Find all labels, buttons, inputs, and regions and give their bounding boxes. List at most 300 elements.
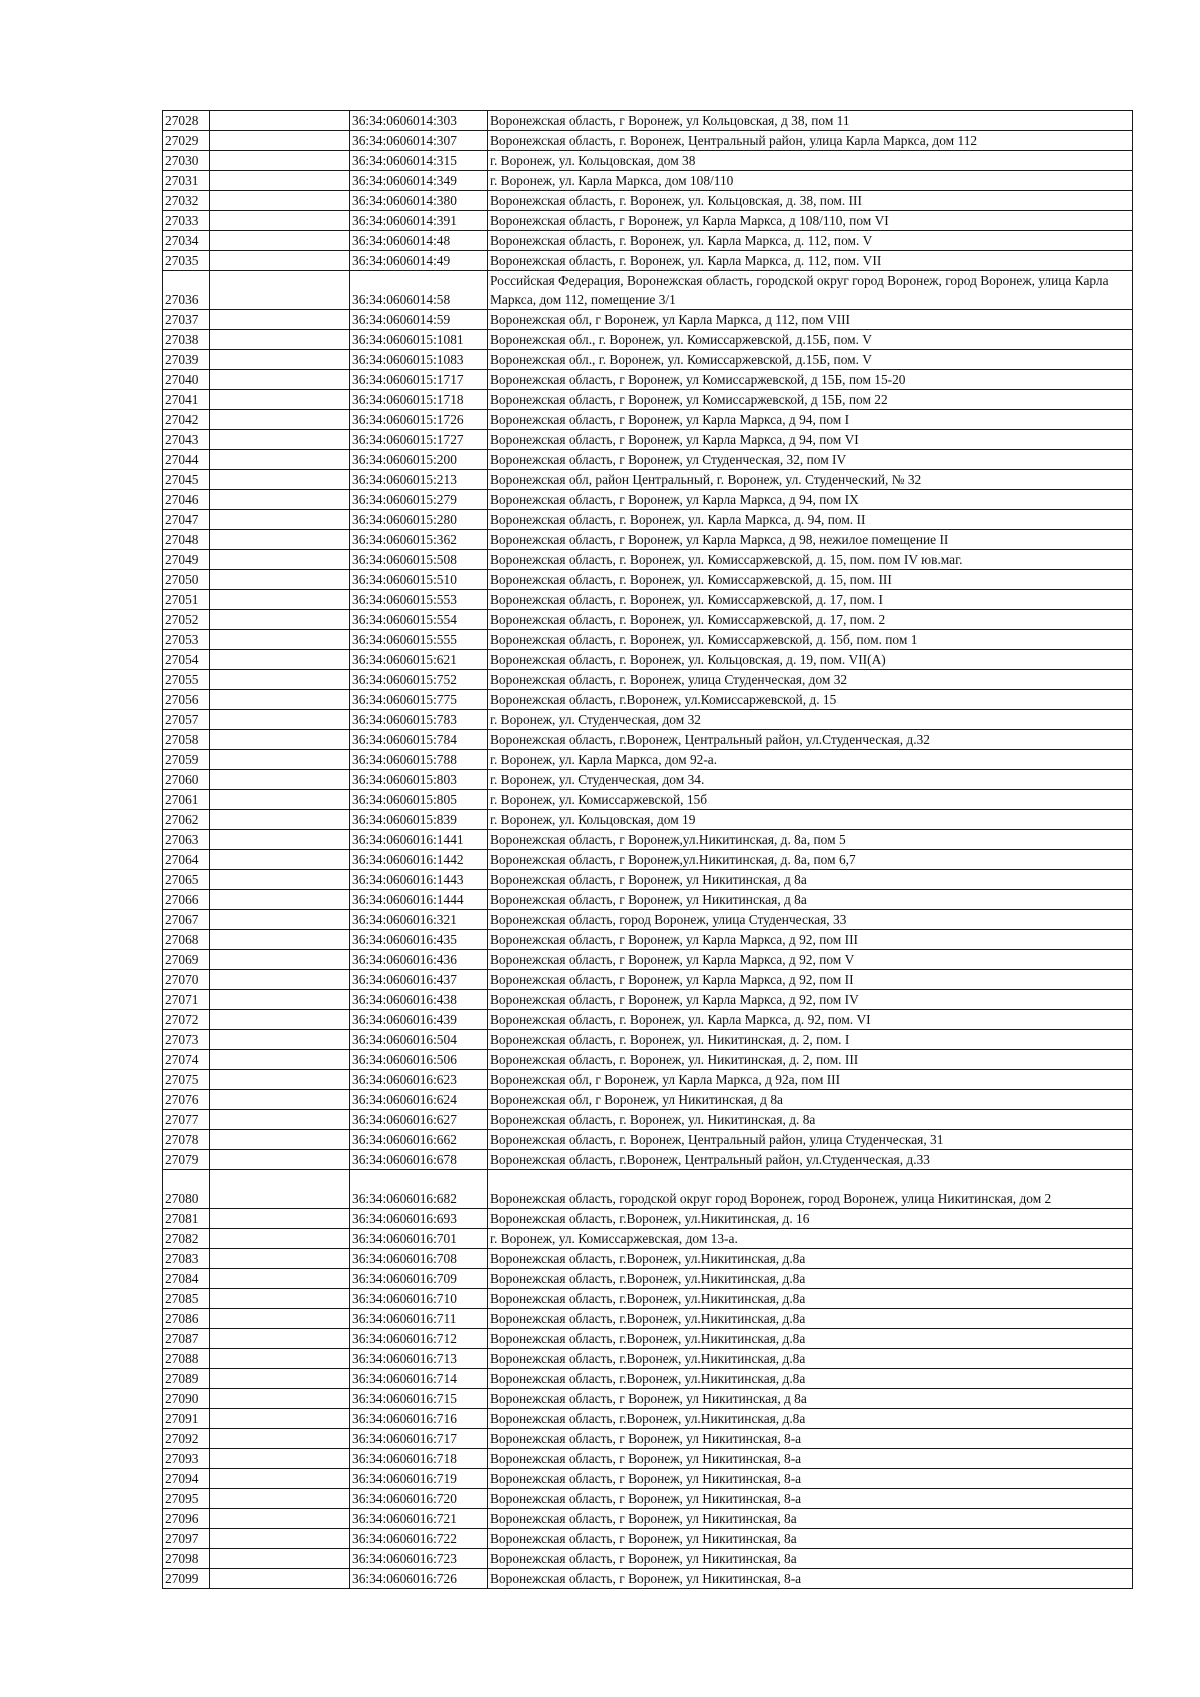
- empty-cell: [210, 1369, 350, 1389]
- address-cell: Воронежская область, г Воронеж, ул Никитинская, 8-а: [488, 1429, 1133, 1449]
- table-row: [163, 1449, 1133, 1469]
- empty-cell: [210, 570, 350, 590]
- row-number-cell: 27083: [163, 1249, 210, 1269]
- row-number-cell: 27051: [163, 590, 210, 610]
- empty-cell: [210, 610, 350, 630]
- table-row: [163, 1229, 1133, 1249]
- address-cell: Воронежская область, г.Воронеж, Центральный район, ул.Студенческая, д.32: [488, 730, 1133, 750]
- empty-cell: [210, 1229, 350, 1249]
- address-cell: Воронежская область, городской округ город Воронеж, город Воронеж, улица Никитинская, дом 2: [488, 1170, 1133, 1209]
- address-cell: Воронежская область, г. Воронеж, ул. Никитинская, д. 8а: [488, 1110, 1133, 1130]
- cadastral-number-cell: 36:34:0606016:506: [350, 1050, 488, 1070]
- cadastral-number-cell: 36:34:0606016:716: [350, 1409, 488, 1429]
- table-row: [163, 450, 1133, 470]
- cadastral-number-cell: 36:34:0606016:682: [350, 1170, 488, 1209]
- address-cell: Воронежская область, г Воронеж, ул Комиссаржевской, д 15Б, пом 22: [488, 390, 1133, 410]
- address-cell: Воронежская область, г Воронеж,ул.Никитинская, д. 8а, пом 6,7: [488, 850, 1133, 870]
- empty-cell: [210, 1509, 350, 1529]
- address-cell: Воронежская область, г.Воронеж, ул.Никитинская, д.8а: [488, 1349, 1133, 1369]
- cadastral-number-cell: 36:34:0606016:662: [350, 1130, 488, 1150]
- empty-cell: [210, 910, 350, 930]
- row-number-cell: 27091: [163, 1409, 210, 1429]
- row-number-cell: 27040: [163, 370, 210, 390]
- empty-cell: [210, 430, 350, 450]
- cadastral-number-cell: 36:34:0606016:439: [350, 1010, 488, 1030]
- table-row: [163, 1150, 1133, 1170]
- table-row: [163, 231, 1133, 251]
- cadastral-number-cell: 36:34:0606014:380: [350, 191, 488, 211]
- address-cell: Воронежская область, г.Воронеж, ул.Никитинская, д.8а: [488, 1369, 1133, 1389]
- address-cell: Воронежская область, г. Воронеж, ул. Карла Маркса, д. 92, пом. VI: [488, 1010, 1133, 1030]
- row-number-cell: 27086: [163, 1309, 210, 1329]
- row-number-cell: 27043: [163, 430, 210, 450]
- address-cell: Воронежская область, г.Воронеж, ул.Комиссаржевской, д. 15: [488, 690, 1133, 710]
- row-number-cell: 27081: [163, 1209, 210, 1229]
- row-number-cell: 27035: [163, 251, 210, 271]
- empty-cell: [210, 1289, 350, 1309]
- cadastral-number-cell: 36:34:0606014:48: [350, 231, 488, 251]
- row-number-cell: 27062: [163, 810, 210, 830]
- empty-cell: [210, 1329, 350, 1349]
- cadastral-number-cell: 36:34:0606015:1083: [350, 350, 488, 370]
- empty-cell: [210, 271, 350, 310]
- row-number-cell: 27065: [163, 870, 210, 890]
- empty-cell: [210, 1309, 350, 1329]
- row-number-cell: 27054: [163, 650, 210, 670]
- address-cell: Воронежская область, г Воронеж, ул Никитинская, 8-а: [488, 1489, 1133, 1509]
- address-cell: Воронежская область, г. Воронеж, ул. Комиссаржевской, д. 15, пом. III: [488, 570, 1133, 590]
- address-cell: Воронежская область, г.Воронеж, ул.Никитинская, д.8а: [488, 1409, 1133, 1429]
- registry-table-body: [163, 111, 1133, 1589]
- table-row: [163, 830, 1133, 850]
- table-row: [163, 151, 1133, 171]
- row-number-cell: 27059: [163, 750, 210, 770]
- address-cell: Воронежская обл, район Центральный, г. Воронеж, ул. Студенческий, № 32: [488, 470, 1133, 490]
- empty-cell: [210, 690, 350, 710]
- row-number-cell: 27071: [163, 990, 210, 1010]
- empty-cell: [210, 1349, 350, 1369]
- table-row: [163, 1569, 1133, 1589]
- empty-cell: [210, 530, 350, 550]
- empty-cell: [210, 770, 350, 790]
- table-row: [163, 1030, 1133, 1050]
- table-row: [163, 1269, 1133, 1289]
- cadastral-number-cell: 36:34:0606016:624: [350, 1090, 488, 1110]
- address-cell: г. Воронеж, ул. Студенческая, дом 34.: [488, 770, 1133, 790]
- address-cell: Воронежская область, г Воронеж, ул Карла Маркса, д 108/110, пом VI: [488, 211, 1133, 231]
- empty-cell: [210, 950, 350, 970]
- empty-cell: [210, 890, 350, 910]
- table-row: [163, 1409, 1133, 1429]
- empty-cell: [210, 390, 350, 410]
- address-cell: г. Воронеж, ул. Комиссаржевской, 15б: [488, 790, 1133, 810]
- address-cell: Воронежская область, г Воронеж, ул Карла Маркса, д 92, пом III: [488, 930, 1133, 950]
- cadastral-number-cell: 36:34:0606015:783: [350, 710, 488, 730]
- empty-cell: [210, 1090, 350, 1110]
- cadastral-number-cell: 36:34:0606014:307: [350, 131, 488, 151]
- cadastral-number-cell: 36:34:0606014:58: [350, 271, 488, 310]
- address-cell: Воронежская область, г. Воронеж, ул. Кольцовская, д. 19, пом. VII(A): [488, 650, 1133, 670]
- row-number-cell: 27028: [163, 111, 210, 131]
- table-row: [163, 990, 1133, 1010]
- cadastral-number-cell: 36:34:0606016:721: [350, 1509, 488, 1529]
- cadastral-number-cell: 36:34:0606016:722: [350, 1529, 488, 1549]
- row-number-cell: 27087: [163, 1329, 210, 1349]
- cadastral-number-cell: 36:34:0606016:321: [350, 910, 488, 930]
- address-cell: Воронежская область, г. Воронеж, улица Студенческая, дом 32: [488, 670, 1133, 690]
- row-number-cell: 27046: [163, 490, 210, 510]
- cadastral-number-cell: 36:34:0606015:213: [350, 470, 488, 490]
- cadastral-number-cell: 36:34:0606016:438: [350, 990, 488, 1010]
- table-row: [163, 211, 1133, 231]
- row-number-cell: 27089: [163, 1369, 210, 1389]
- cadastral-number-cell: 36:34:0606015:803: [350, 770, 488, 790]
- cadastral-number-cell: 36:34:0606015:362: [350, 530, 488, 550]
- row-number-cell: 27042: [163, 410, 210, 430]
- empty-cell: [210, 1569, 350, 1589]
- row-number-cell: 27072: [163, 1010, 210, 1030]
- table-row: [163, 191, 1133, 211]
- address-cell: Воронежская область, г Воронеж, ул Никитинская, 8а: [488, 1549, 1133, 1569]
- row-number-cell: 27085: [163, 1289, 210, 1309]
- row-number-cell: 27044: [163, 450, 210, 470]
- cadastral-number-cell: 36:34:0606014:391: [350, 211, 488, 231]
- empty-cell: [210, 930, 350, 950]
- empty-cell: [210, 730, 350, 750]
- cadastral-number-cell: 36:34:0606016:720: [350, 1489, 488, 1509]
- table-row: [163, 950, 1133, 970]
- row-number-cell: 27052: [163, 610, 210, 630]
- table-row: [163, 590, 1133, 610]
- cadastral-number-cell: 36:34:0606016:723: [350, 1549, 488, 1569]
- row-number-cell: 27097: [163, 1529, 210, 1549]
- address-cell: Воронежская область, г Воронеж, ул Комиссаржевской, д 15Б, пом 15-20: [488, 370, 1133, 390]
- address-cell: Воронежская обл., г. Воронеж, ул. Комиссаржевской, д.15Б, пом. V: [488, 330, 1133, 350]
- address-cell: Воронежская область, г Воронеж, ул Карла Маркса, д 94, пом I: [488, 410, 1133, 430]
- row-number-cell: 27050: [163, 570, 210, 590]
- row-number-cell: 27031: [163, 171, 210, 191]
- address-cell: Воронежская область, город Воронеж, улица Студенческая, 33: [488, 910, 1133, 930]
- address-cell: Воронежская область, г.Воронеж, ул.Никитинская, д.8а: [488, 1289, 1133, 1309]
- cadastral-number-cell: 36:34:0606016:710: [350, 1289, 488, 1309]
- empty-cell: [210, 151, 350, 171]
- empty-cell: [210, 1549, 350, 1569]
- address-cell: Воронежская обл, г Воронеж, ул Карла Маркса, д 112, пом VIII: [488, 310, 1133, 330]
- address-cell: Воронежская область, г Воронеж,ул.Никитинская, д. 8а, пом 5: [488, 830, 1133, 850]
- cadastral-number-cell: 36:34:0606016:678: [350, 1150, 488, 1170]
- cadastral-number-cell: 36:34:0606016:726: [350, 1569, 488, 1589]
- table-row: [163, 251, 1133, 271]
- row-number-cell: 27049: [163, 550, 210, 570]
- table-row: [163, 1549, 1133, 1569]
- empty-cell: [210, 131, 350, 151]
- table-row: [163, 350, 1133, 370]
- cadastral-number-cell: 36:34:0606014:59: [350, 310, 488, 330]
- row-number-cell: 27098: [163, 1549, 210, 1569]
- address-cell: Воронежская область, г Воронеж, ул Никитинская, 8а: [488, 1529, 1133, 1549]
- row-number-cell: 27048: [163, 530, 210, 550]
- address-cell: Воронежская область, г. Воронеж, ул. Комиссаржевской, д. 15б, пом. пом 1: [488, 630, 1133, 650]
- address-cell: Воронежская область, г. Воронеж, ул. Никитинская, д. 2, пом. I: [488, 1030, 1133, 1050]
- address-cell: Воронежская область, г Воронеж, ул Студенческая, 32, пом IV: [488, 450, 1133, 470]
- row-number-cell: 27090: [163, 1389, 210, 1409]
- empty-cell: [210, 1429, 350, 1449]
- table-row: [163, 510, 1133, 530]
- row-number-cell: 27045: [163, 470, 210, 490]
- table-row: [163, 710, 1133, 730]
- address-cell: г. Воронеж, ул. Карла Маркса, дом 108/110: [488, 171, 1133, 191]
- address-cell: Воронежская область, г Воронеж, ул Карла Маркса, д 98, нежилое помещение II: [488, 530, 1133, 550]
- empty-cell: [210, 191, 350, 211]
- empty-cell: [210, 650, 350, 670]
- table-row: [163, 810, 1133, 830]
- empty-cell: [210, 1130, 350, 1150]
- row-number-cell: 27066: [163, 890, 210, 910]
- table-row: [163, 490, 1133, 510]
- table-row: [163, 1110, 1133, 1130]
- table-row: [163, 1090, 1133, 1110]
- table-row: [163, 790, 1133, 810]
- row-number-cell: 27038: [163, 330, 210, 350]
- table-row: [163, 1349, 1133, 1369]
- table-row: [163, 1329, 1133, 1349]
- table-row: [163, 610, 1133, 630]
- table-row: [163, 131, 1133, 151]
- empty-cell: [210, 590, 350, 610]
- cadastral-number-cell: 36:34:0606016:693: [350, 1209, 488, 1229]
- cadastral-number-cell: 36:34:0606014:349: [350, 171, 488, 191]
- row-number-cell: 27068: [163, 930, 210, 950]
- cadastral-number-cell: 36:34:0606016:504: [350, 1030, 488, 1050]
- address-cell: Воронежская область, г. Воронеж, Центральный район, улица Карла Маркса, дом 112: [488, 131, 1133, 151]
- address-cell: Воронежская область, г.Воронеж, Центральный район, ул.Студенческая, д.33: [488, 1150, 1133, 1170]
- cadastral-number-cell: 36:34:0606016:1443: [350, 870, 488, 890]
- row-number-cell: 27037: [163, 310, 210, 330]
- row-number-cell: 27092: [163, 1429, 210, 1449]
- empty-cell: [210, 231, 350, 251]
- address-cell: Воронежская область, г Воронеж, ул Никитинская, д 8а: [488, 1389, 1133, 1409]
- address-cell: Воронежская область, г. Воронеж, Центральный район, улица Студенческая, 31: [488, 1130, 1133, 1150]
- table-row: [163, 850, 1133, 870]
- row-number-cell: 27047: [163, 510, 210, 530]
- table-row: [163, 1070, 1133, 1090]
- cadastral-number-cell: 36:34:0606015:1727: [350, 430, 488, 450]
- row-number-cell: 27093: [163, 1449, 210, 1469]
- address-cell: Воронежская область, г Воронеж, ул Карла Маркса, д 94, пом VI: [488, 430, 1133, 450]
- address-cell: Российская Федерация, Воронежская область, городской округ город Воронеж, город Воронеж, улица Карла Маркса, дом 112, помещение 3/1: [488, 271, 1133, 310]
- cadastral-number-cell: 36:34:0606016:435: [350, 930, 488, 950]
- table-row: [163, 111, 1133, 131]
- cadastral-number-cell: 36:34:0606015:554: [350, 610, 488, 630]
- cadastral-number-cell: 36:34:0606015:805: [350, 790, 488, 810]
- cadastral-number-cell: 36:34:0606016:714: [350, 1369, 488, 1389]
- table-row: [163, 330, 1133, 350]
- empty-cell: [210, 1409, 350, 1429]
- cadastral-number-cell: 36:34:0606015:621: [350, 650, 488, 670]
- table-row: [163, 1469, 1133, 1489]
- row-number-cell: 27061: [163, 790, 210, 810]
- table-row: [163, 1130, 1133, 1150]
- cadastral-number-cell: 36:34:0606016:1444: [350, 890, 488, 910]
- empty-cell: [210, 970, 350, 990]
- empty-cell: [210, 1070, 350, 1090]
- table-row: [163, 1529, 1133, 1549]
- empty-cell: [210, 171, 350, 191]
- cadastral-number-cell: 36:34:0606014:49: [350, 251, 488, 271]
- empty-cell: [210, 830, 350, 850]
- empty-cell: [210, 670, 350, 690]
- cadastral-number-cell: 36:34:0606015:1081: [350, 330, 488, 350]
- cadastral-number-cell: 36:34:0606015:775: [350, 690, 488, 710]
- empty-cell: [210, 1269, 350, 1289]
- table-row: [163, 1489, 1133, 1509]
- cadastral-number-cell: 36:34:0606016:1441: [350, 830, 488, 850]
- table-row: [163, 410, 1133, 430]
- address-cell: Воронежская область, г. Воронеж, ул. Комиссаржевской, д. 15, пом. пом IV юв.маг.: [488, 550, 1133, 570]
- address-cell: Воронежская обл, г Воронеж, ул Карла Маркса, д 92а, пом III: [488, 1070, 1133, 1090]
- table-row: [163, 1429, 1133, 1449]
- empty-cell: [210, 350, 350, 370]
- empty-cell: [210, 310, 350, 330]
- address-cell: Воронежская обл, г Воронеж, ул Никитинская, д 8а: [488, 1090, 1133, 1110]
- row-number-cell: 27076: [163, 1090, 210, 1110]
- cadastral-number-cell: 36:34:0606016:1442: [350, 850, 488, 870]
- row-number-cell: 27036: [163, 271, 210, 310]
- property-registry-table: [162, 110, 1133, 1589]
- table-row: [163, 550, 1133, 570]
- empty-cell: [210, 630, 350, 650]
- table-row: [163, 870, 1133, 890]
- table-row: [163, 430, 1133, 450]
- empty-cell: [210, 450, 350, 470]
- row-number-cell: 27094: [163, 1469, 210, 1489]
- cadastral-number-cell: 36:34:0606016:719: [350, 1469, 488, 1489]
- table-row: [163, 530, 1133, 550]
- empty-cell: [210, 1010, 350, 1030]
- cadastral-number-cell: 36:34:0606015:752: [350, 670, 488, 690]
- row-number-cell: 27055: [163, 670, 210, 690]
- table-row: [163, 770, 1133, 790]
- row-number-cell: 27077: [163, 1110, 210, 1130]
- table-row: [163, 370, 1133, 390]
- row-number-cell: 27078: [163, 1130, 210, 1150]
- cadastral-number-cell: 36:34:0606015:553: [350, 590, 488, 610]
- cadastral-number-cell: 36:34:0606016:718: [350, 1449, 488, 1469]
- address-cell: Воронежская область, г.Воронеж, ул.Никитинская, д. 16: [488, 1209, 1133, 1229]
- empty-cell: [210, 790, 350, 810]
- row-number-cell: 27056: [163, 690, 210, 710]
- address-cell: Воронежская область, г Воронеж, ул Карла Маркса, д 92, пом II: [488, 970, 1133, 990]
- cadastral-number-cell: 36:34:0606016:715: [350, 1389, 488, 1409]
- empty-cell: [210, 211, 350, 231]
- address-cell: Воронежская область, г Воронеж, ул Никитинская, д 8а: [488, 870, 1133, 890]
- cadastral-number-cell: 36:34:0606016:709: [350, 1269, 488, 1289]
- address-cell: Воронежская область, г Воронеж, ул Никитинская, д 8а: [488, 890, 1133, 910]
- cadastral-number-cell: 36:34:0606015:788: [350, 750, 488, 770]
- row-number-cell: 27053: [163, 630, 210, 650]
- empty-cell: [210, 1170, 350, 1209]
- table-row: [163, 390, 1133, 410]
- cadastral-number-cell: 36:34:0606016:712: [350, 1329, 488, 1349]
- address-cell: Воронежская область, г Воронеж, ул Никитинская, 8а: [488, 1509, 1133, 1529]
- address-cell: Воронежская область, г. Воронеж, ул. Комиссаржевской, д. 17, пом. 2: [488, 610, 1133, 630]
- table-row: [163, 1389, 1133, 1409]
- cadastral-number-cell: 36:34:0606015:1726: [350, 410, 488, 430]
- table-row: [163, 750, 1133, 770]
- cadastral-number-cell: 36:34:0606015:784: [350, 730, 488, 750]
- cadastral-number-cell: 36:34:0606016:713: [350, 1349, 488, 1369]
- table-row: [163, 630, 1133, 650]
- table-row: [163, 1289, 1133, 1309]
- table-row: [163, 730, 1133, 750]
- row-number-cell: 27099: [163, 1569, 210, 1589]
- address-cell: Воронежская область, г.Воронеж, ул.Никитинская, д.8а: [488, 1269, 1133, 1289]
- table-row: [163, 670, 1133, 690]
- empty-cell: [210, 870, 350, 890]
- empty-cell: [210, 1030, 350, 1050]
- empty-cell: [210, 1449, 350, 1469]
- cadastral-number-cell: 36:34:0606016:708: [350, 1249, 488, 1269]
- table-row: [163, 890, 1133, 910]
- address-cell: Воронежская область, г Воронеж, ул Карла Маркса, д 92, пом V: [488, 950, 1133, 970]
- row-number-cell: 27096: [163, 1509, 210, 1529]
- table-row: [163, 970, 1133, 990]
- cadastral-number-cell: 36:34:0606015:1718: [350, 390, 488, 410]
- row-number-cell: 27070: [163, 970, 210, 990]
- address-cell: Воронежская область, г Воронеж, ул Никитинская, 8-а: [488, 1449, 1133, 1469]
- empty-cell: [210, 1150, 350, 1170]
- row-number-cell: 27082: [163, 1229, 210, 1249]
- empty-cell: [210, 1249, 350, 1269]
- address-cell: г. Воронеж, ул. Кольцовская, дом 19: [488, 810, 1133, 830]
- row-number-cell: 27080: [163, 1170, 210, 1209]
- row-number-cell: 27039: [163, 350, 210, 370]
- address-cell: Воронежская область, г.Воронеж, ул.Никитинская, д.8а: [488, 1329, 1133, 1349]
- address-cell: Воронежская область, г Воронеж, ул Никитинская, 8-а: [488, 1469, 1133, 1489]
- address-cell: Воронежская область, г Воронеж, ул Карла Маркса, д 92, пом IV: [488, 990, 1133, 1010]
- empty-cell: [210, 510, 350, 530]
- row-number-cell: 27067: [163, 910, 210, 930]
- cadastral-number-cell: 36:34:0606015:280: [350, 510, 488, 530]
- row-number-cell: 27074: [163, 1050, 210, 1070]
- row-number-cell: 27069: [163, 950, 210, 970]
- row-number-cell: 27088: [163, 1349, 210, 1369]
- empty-cell: [210, 1389, 350, 1409]
- address-cell: Воронежская область, г Воронеж, ул Никитинская, 8-а: [488, 1569, 1133, 1589]
- row-number-cell: 27033: [163, 211, 210, 231]
- row-number-cell: 27034: [163, 231, 210, 251]
- empty-cell: [210, 1469, 350, 1489]
- cadastral-number-cell: 36:34:0606016:711: [350, 1309, 488, 1329]
- row-number-cell: 27063: [163, 830, 210, 850]
- empty-cell: [210, 490, 350, 510]
- table-row: [163, 1309, 1133, 1329]
- cadastral-number-cell: 36:34:0606016:437: [350, 970, 488, 990]
- row-number-cell: 27030: [163, 151, 210, 171]
- address-cell: Воронежская область, г Воронеж, ул Кольцовская, д 38, пом 11: [488, 111, 1133, 131]
- address-cell: Воронежская область, г. Воронеж, ул. Кольцовская, д. 38, пом. III: [488, 191, 1133, 211]
- address-cell: Воронежская обл., г. Воронеж, ул. Комиссаржевской, д.15Б, пом. V: [488, 350, 1133, 370]
- address-cell: Воронежская область, г.Воронеж, ул.Никитинская, д.8а: [488, 1249, 1133, 1269]
- table-row: [163, 271, 1133, 310]
- cadastral-number-cell: 36:34:0606016:717: [350, 1429, 488, 1449]
- row-number-cell: 27075: [163, 1070, 210, 1090]
- table-row: [163, 570, 1133, 590]
- empty-cell: [210, 710, 350, 730]
- table-row: [163, 930, 1133, 950]
- table-row: [163, 1010, 1133, 1030]
- cadastral-number-cell: 36:34:0606016:627: [350, 1110, 488, 1130]
